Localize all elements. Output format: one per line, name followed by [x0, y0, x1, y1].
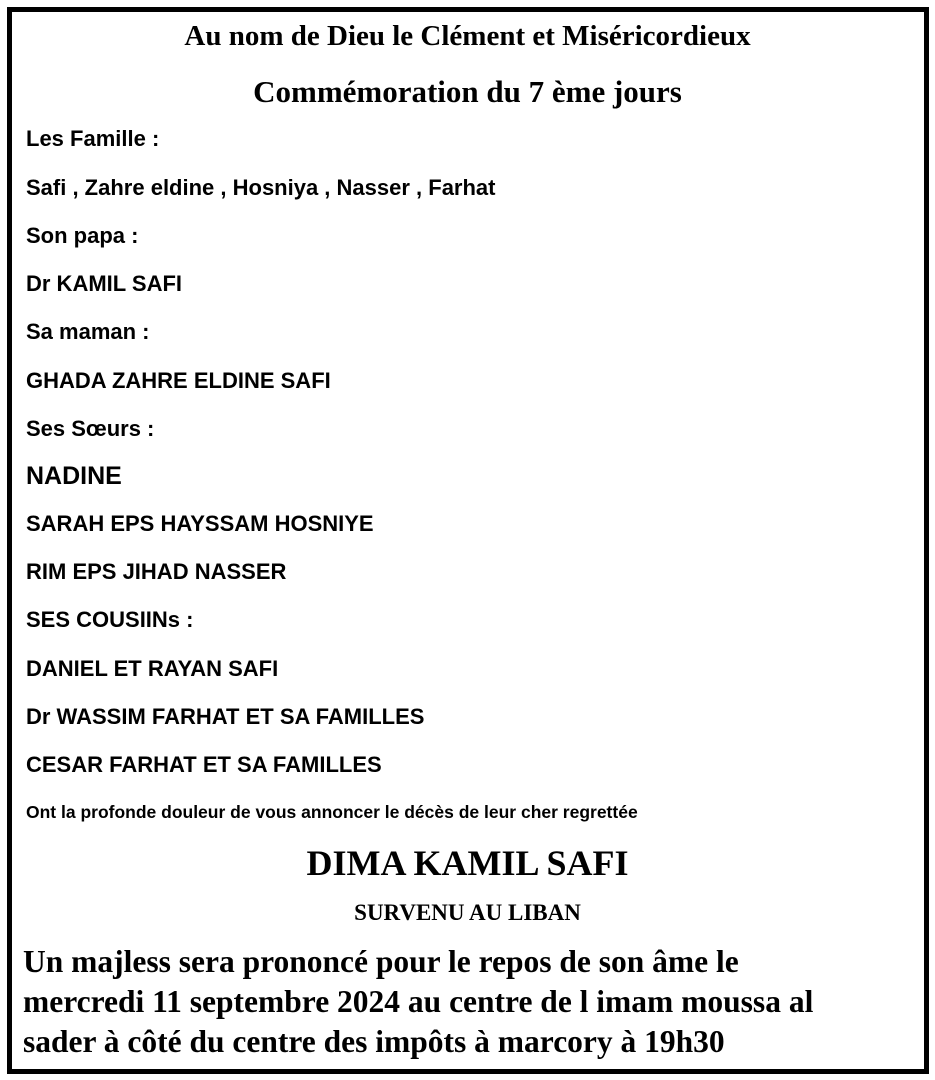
cousin-name: Dr WASSIM FARHAT ET SA FAMILLES	[26, 704, 425, 729]
families-label: Les Famille :	[26, 126, 160, 151]
sister-name: RIM EPS JIHAD NASSER	[26, 559, 287, 584]
ceremony-line: Un majless sera prononcé pour le repos de son âme le	[23, 944, 739, 979]
deceased-name: DIMA KAMIL SAFI	[306, 843, 629, 883]
sister-name: NADINE	[26, 462, 122, 490]
father-name: Dr KAMIL SAFI	[26, 271, 183, 296]
ceremony-line: mercredi 11 septembre 2024 au centre de l imam moussa al	[23, 984, 814, 1019]
mother-label: Sa maman :	[26, 319, 150, 344]
commemoration-title: Commémoration du 7 ème jours	[253, 74, 682, 109]
mother-name: GHADA ZAHRE ELDINE SAFI	[26, 368, 331, 393]
invocation-heading: Au nom de Dieu le Clément et Miséricordieux	[184, 20, 751, 52]
deceased-place: SURVENU AU LIBAN	[354, 900, 581, 925]
cousin-name: DANIEL ET RAYAN SAFI	[26, 656, 279, 681]
families-names: Safi , Zahre eldine , Hosniya , Nasser , Farhat	[26, 175, 496, 200]
cousin-name: CESAR FARHAT ET SA FAMILLES	[26, 752, 382, 777]
sister-name: SARAH EPS HAYSSAM HOSNIYE	[26, 511, 374, 536]
sisters-label: Ses Sœurs :	[26, 416, 155, 441]
father-label: Son papa :	[26, 223, 139, 248]
ceremony-details	[23, 942, 903, 1062]
announcement-text: Ont la profonde douleur de vous annoncer le décès de leur cher regrettée	[26, 802, 638, 822]
ceremony-line: sader à côté du centre des impôts à marcory à 19h30	[23, 1024, 725, 1059]
cousins-label: SES COUSIINs :	[26, 607, 194, 632]
